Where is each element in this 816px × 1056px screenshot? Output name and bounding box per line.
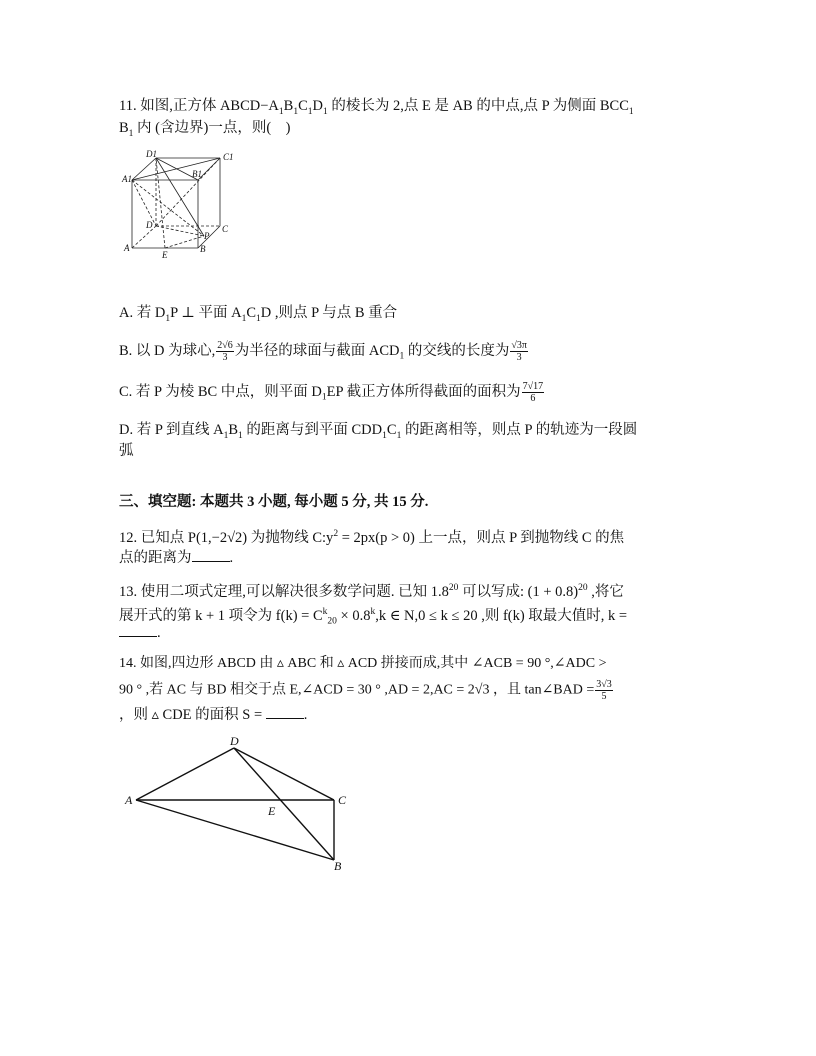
label-C: C — [222, 224, 229, 234]
label-E: E — [268, 804, 276, 818]
q11-stem-line2: $B_1$ 内 (含边界)一点，则( ) — [119, 120, 291, 139]
fraction: $\frac{7√17}{6}$ — [522, 381, 544, 404]
q12-line2: 点的距离为 . — [119, 550, 234, 566]
q14-quadrilateral-figure — [122, 734, 352, 874]
fraction: $\frac{3√3}{5}$ — [596, 679, 612, 702]
q11-option-c: C. 若 P 为棱 BC 中点，则平面 $D_1EP$ 截正方体所得截面的面积为 $\frac{7√17}{6}$ — [119, 381, 544, 404]
q12-line1: 12. 已知点 P(1,−2√2) 为抛物线 $C:y^2 = 2px(p > 0)$ 上一点，则点 P 到抛物线 C 的焦 — [119, 529, 625, 546]
fraction: $\frac{2√6}{3}$ — [217, 340, 233, 363]
label-A: A — [125, 793, 133, 807]
answer-blank — [266, 705, 304, 719]
label-D: D — [230, 734, 239, 748]
q14-line1: 14. 如图,四边形 ABCD 由 ▵ ABC 和 ▵ ACD 拼接而成,其中 ∠ACB = 90 °,∠ADC > — [119, 656, 607, 671]
label-C: C — [338, 793, 347, 807]
q14-line3: ，则 ▵ CDE 的面积 S = . — [119, 707, 308, 723]
q14-line2: 90 ° ,若 AC 与 BD 相交于点 E,∠ACD = 30 ° ,AD = 2,AC = 2√3 ，且 tan∠BAD = $\frac{3√3}{5}$ — [119, 679, 612, 702]
label-A: A — [124, 243, 130, 253]
q13-line2: 展开式的第 k + 1 项令为 $f(k) = C^k_{20} \times 0.8^k,k$ ∈ N,0 ≤ k ≤ 20 ,则 f(k) 取最大值时, k = — [119, 607, 628, 627]
label-B: B — [200, 244, 206, 254]
q11-option-d-line1: D. 若 P 到直线 $A_1B_1$ 的距离与到平面 $CDD_1C_1$ 的距离相等，则点 P 的轨迹为一段圆 — [119, 422, 638, 441]
q11-option-a: A. 若 $D_1P$ ⊥ 平面 $A_1C_1D$ ,则点 P 与点 B 重合 — [119, 305, 398, 324]
label-P: P — [204, 231, 210, 241]
label-A1: A1 — [122, 174, 132, 184]
q11-cube-figure — [118, 148, 243, 260]
q11-stem-line1: 11. 如图,正方体 $ABCD-A_1B_1C_1D_1$ 的棱长为 2,点 E 是 AB 的中点,点 P 为侧面 $BCC_1$ — [119, 98, 634, 117]
label-B: B — [334, 859, 342, 873]
fraction: $\frac{√3\pi}{3}$ — [511, 340, 527, 363]
label-C1: C1 — [223, 152, 234, 162]
label-B1: B1 — [192, 169, 202, 179]
q13-line1: 13. 使用二项式定理,可以解决很多数学问题. 已知 $1.8^{20}$ 可以写成: $(1 + 0.8)^{20}$ ,将它 — [119, 583, 624, 600]
label-D1: D1 — [146, 149, 157, 159]
answer-blank — [192, 548, 230, 562]
q11-option-d-line2: 弧 — [119, 443, 134, 459]
q13-line3: . — [119, 623, 699, 643]
section-heading: 三、填空题: 本题共 3 小题, 每小题 5 分, 共 15 分. — [119, 494, 429, 510]
label-E: E — [162, 250, 168, 260]
q11-option-b: B. 以 D 为球心, $\frac{2√6}{3}$ 为半径的球面与截面 $ACD_1$ 的交线的长度为 $\frac{√3\pi}{3}$ — [119, 340, 527, 363]
answer-blank — [119, 623, 157, 637]
label-D: D — [146, 220, 153, 230]
